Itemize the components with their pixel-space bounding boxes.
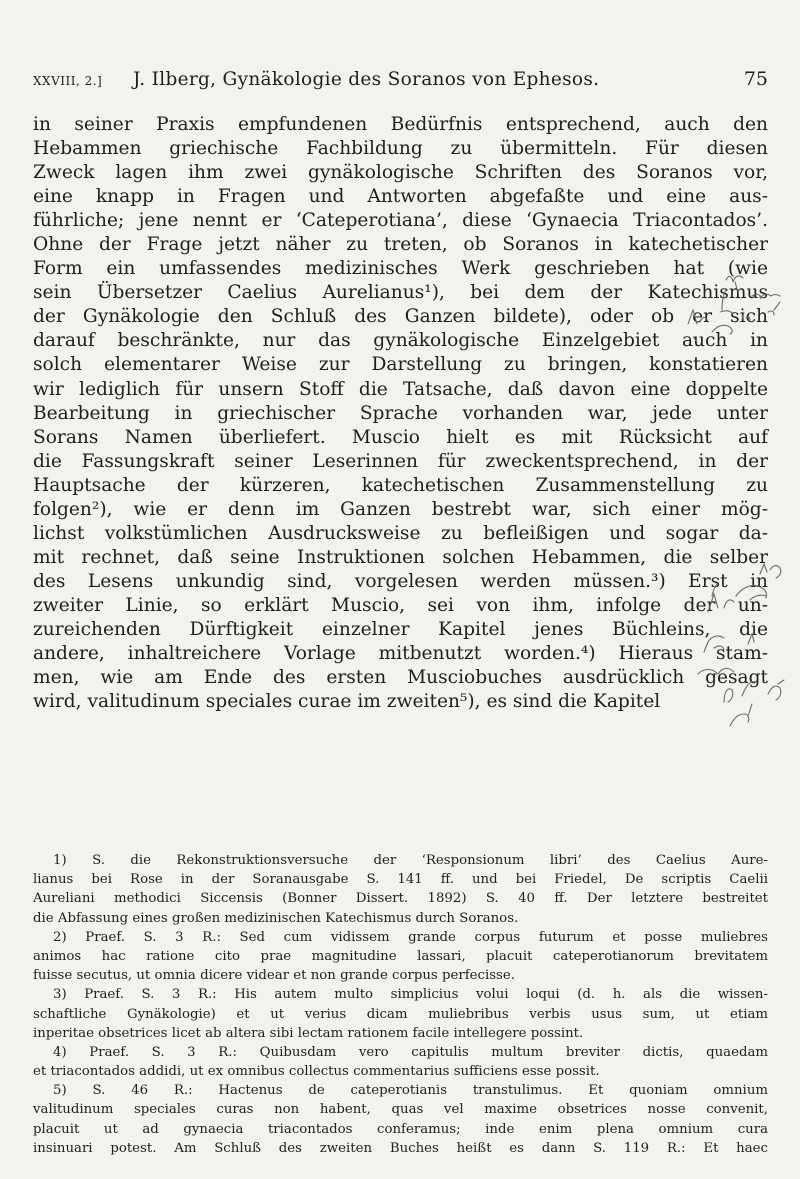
- body-line: lichst volkstümlichen Ausdrucksweise zu befleißigen und sogar da-: [33, 522, 768, 544]
- body-line: Sorans Namen überliefert. Muscio hielt es mit Rücksicht auf: [33, 426, 768, 448]
- body-line: Bearbeitung in griechischer Sprache vorhanden war, jede unter: [33, 402, 768, 424]
- body-line: Hebammen griechische Fachbildung zu übermitteln. Für diesen: [33, 138, 768, 160]
- page-number: 75: [743, 68, 768, 90]
- body-line: folgen²), wie er denn im Ganzen bestrebt war, sich einer mög-: [33, 498, 768, 520]
- footnote-line: 2) Praef. S. 3 R.: Sed cum vidissem grande corpus futurum et posse muliebres: [53, 929, 768, 945]
- main-text: [33, 113, 768, 714]
- footnote-line: 1) S. die Rekonstruktionsversuche der ‘Responsionum libri’ des Caelius Aure-: [53, 853, 768, 868]
- footnote-line: fuisse secutus, ut omnia dicere videar et non grande corpus perfecisse.: [33, 968, 515, 984]
- footnote-line: valitudinum speciales curas non habent, quas vel maxime obsetrices nosse convenit,: [33, 1102, 768, 1118]
- footnotes: [33, 851, 768, 1158]
- body-line: die Fassungskraft seiner Leserinnen für zweckentsprechend, in der: [33, 450, 768, 472]
- body-line: des Lesens unkundig sind, vorgelesen werden müssen.³) Erst in: [33, 570, 768, 592]
- footnote-line: inperitae obsetrices licet ab altera sibi lectam rationem facile intellegere possint.: [33, 1025, 584, 1041]
- body-line: Form ein umfassendes medizinisches Werk geschrieben hat (wie: [33, 258, 768, 280]
- running-title: J. Ilberg, Gynäkologie des Soranos von Ephesos.: [133, 69, 600, 90]
- body-line: darauf beschränkte, nur das gynäkologische Einzelgebiet auch in: [33, 330, 768, 352]
- body-line: sein Übersetzer Caelius Aurelianus¹), bei dem der Katechismus: [33, 282, 768, 304]
- footnote-line: 3) Praef. S. 3 R.: His autem multo simplicius volui loqui (d. h. als die wissen-: [53, 987, 768, 1003]
- body-line: Ohne der Frage jetzt näher zu treten, ob Soranos in katechetischer: [33, 234, 768, 256]
- footnote-line: 5) S. 46 R.: Hactenus de cateperotianis transtulimus. Et quoniam omnium: [53, 1083, 768, 1099]
- body-line: mit rechnet, daß seine Instruktionen solchen Hebammen, die selber: [33, 546, 768, 568]
- body-line: solch elementarer Weise zur Darstellung zu bringen, konstatieren: [33, 354, 768, 376]
- body-line: der Gynäkologie den Schluß des Ganzen bildete), oder ob er sich: [33, 306, 768, 328]
- body-line: führliche; jene nennt er ‘Cateperotiana’, diese ‘Gynaecia Triacontados’.: [33, 210, 768, 232]
- body-line: eine knapp in Fragen und Antworten abgefaßte und eine aus-: [33, 186, 768, 208]
- section-reference: XXVIII, 2.]: [33, 74, 103, 88]
- footnote-line: 4) Praef. S. 3 R.: Quibusdam vero capitulis multum breviter dictis, quaedam: [53, 1044, 768, 1060]
- footnote-line: lianus bei Rose in der Soranausgabe S. 141 ff. und bei Friedel, De scriptis Caelii: [33, 872, 768, 888]
- body-line: zureichenden Dürftigkeit einzelner Kapitel jenes Büchleins, die: [33, 618, 768, 640]
- body-line: Zweck lagen ihm zwei gynäkologische Schriften des Soranos vor,: [33, 162, 768, 184]
- body-line: in seiner Praxis empfundenen Bedürfnis entsprechend, auch den: [33, 114, 768, 135]
- running-header: [33, 68, 768, 96]
- body-line: andere, inhaltreichere Vorlage mitbenutzt worden.⁴) Hieraus stam-: [33, 643, 768, 665]
- footnote-line: schaftliche Gynäkologie) et ut verius dicam muliebribus verbis usus sum, ut etiam: [33, 1006, 768, 1022]
- footnote-line: placuit ut ad gynaecia triacontados conferamus; inde enim plena omnium cura: [33, 1121, 768, 1137]
- footnote-line: Aureliani methodici Siccensis (Bonner Dissert. 1892) S. 40 ff. Der letztere bestreitet: [33, 891, 768, 907]
- body-line: wir lediglich für unsern Stoff die Tatsache, daß davon eine doppelte: [33, 378, 768, 400]
- body-line: wird, valitudinum speciales curae im zweiten⁵), es sind die Kapitel: [33, 691, 661, 713]
- body-line: Hauptsache der kürzeren, katechetischen Zusammenstellung zu: [33, 474, 768, 496]
- footnote-line: animos hac ratione cito prae magnitudine lassari, placuit cateperotianorum brevitatem: [33, 948, 768, 964]
- body-line: men, wie am Ende des ersten Musciobuches ausdrücklich gesagt: [33, 667, 768, 689]
- footnote-line: et triacontados addidi, ut ex omnibus collectus commentarius sufficiens esse possit.: [33, 1064, 600, 1080]
- body-line: zweiter Linie, so erklärt Muscio, sei von ihm, infolge der un-: [33, 594, 768, 616]
- footnote-line: die Abfassung eines großen medizinischen Katechismus durch Soranos.: [33, 910, 519, 926]
- footnote-line: insinuari potest. Am Schluß des zweiten Buches heißt es dann S. 119 R.: Et haec: [33, 1140, 768, 1156]
